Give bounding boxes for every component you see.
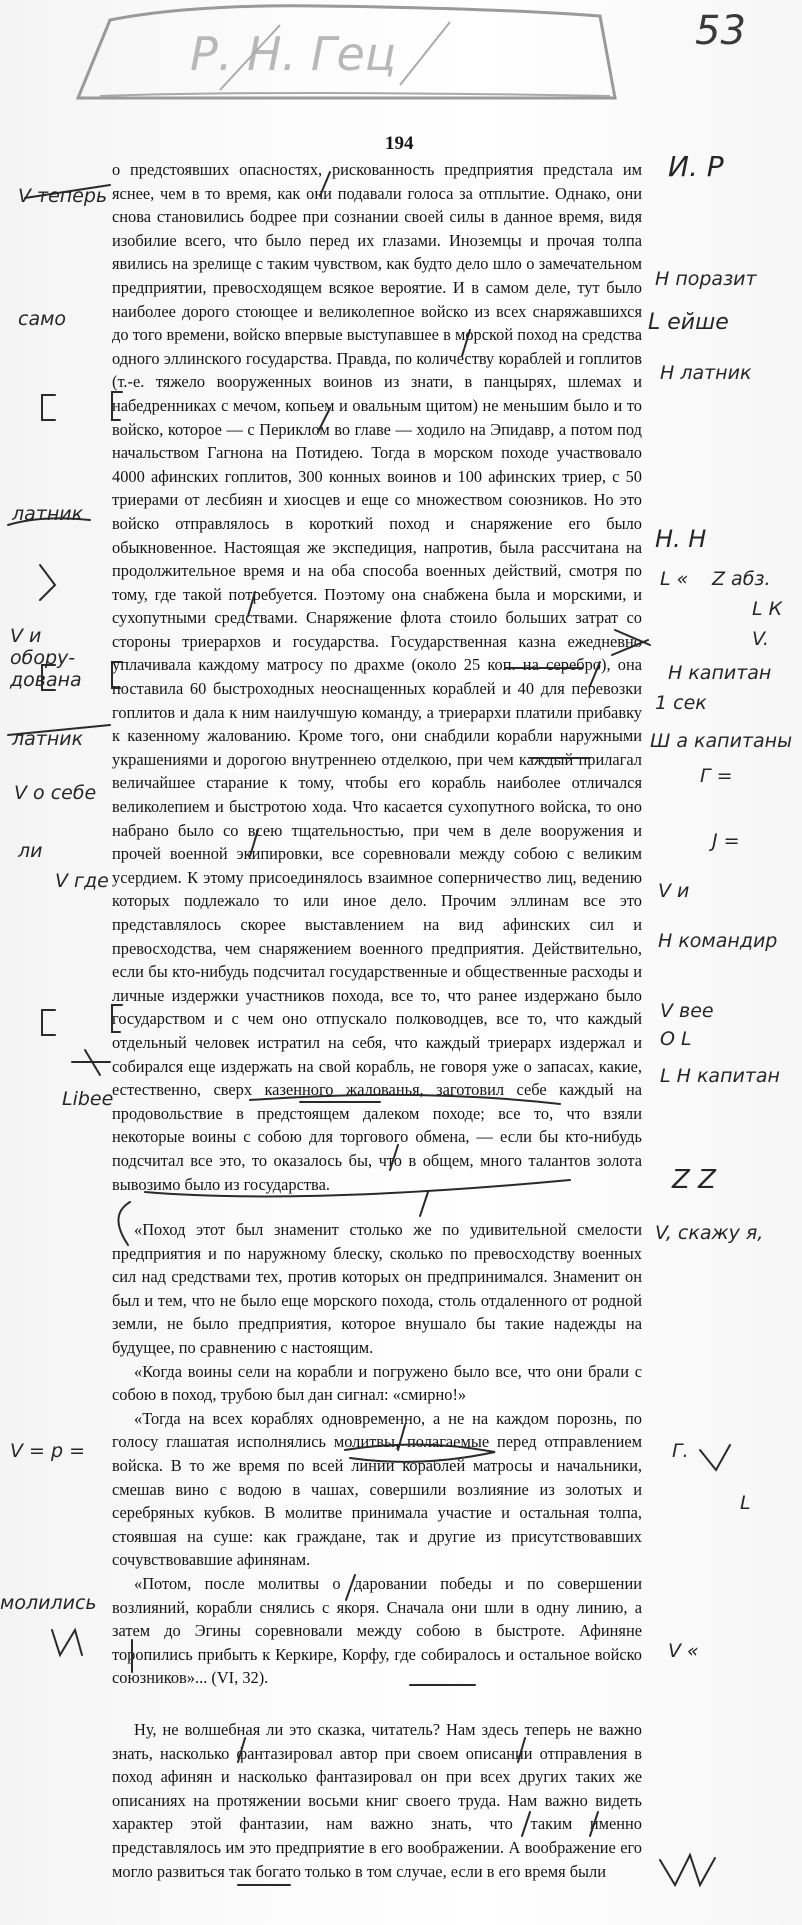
margin-note-right: L ейше xyxy=(648,310,729,335)
text-block-1 xyxy=(112,158,642,1196)
header-sketch xyxy=(70,0,630,105)
hook-mark xyxy=(700,1445,730,1470)
margin-note-right: Н латник xyxy=(660,362,752,384)
margin-note-right: L « xyxy=(660,568,689,590)
folio-mark: 53 xyxy=(695,8,746,54)
margin-note-left: молились xyxy=(0,1592,97,1614)
margin-note-right: O L xyxy=(660,1028,692,1050)
margin-note-right: L К xyxy=(752,598,783,620)
paragraph: «Потом, после молитвы о даровании победы и по совершении возлияний, корабли снялись с якоря. Сначала они шли в одну линию, а затем до Эгины соревновали между собою в быстроте. Афиняне торопились прибыть к Керкире, Корфу, где собиралось и остальное войско союзников»... (VI, 32). xyxy=(112,1573,642,1688)
margin-note-left: Libee xyxy=(62,1088,114,1110)
margin-note-left: V теперь xyxy=(18,185,108,207)
margin-note-right: Ш а капитаны xyxy=(650,730,793,752)
margin-note-right: Н поразит xyxy=(655,268,757,290)
paragraph: «Когда воины сели на корабли и погружено было все, что они брали с собою в поход, трубою был дан сигнал: «смирно!» xyxy=(112,1361,642,1405)
bracket-mark xyxy=(42,395,55,420)
margin-note-right: L Н капитан xyxy=(660,1065,780,1087)
margin-note-right: J = xyxy=(712,830,740,852)
margin-note-left: V и обору-дована xyxy=(10,625,82,691)
page-number: 194 xyxy=(385,133,414,154)
cross-mark xyxy=(72,1050,110,1075)
paragraph: Ну, не волшебная ли это сказка, читатель? Нам здесь теперь не важно знать, насколько фантазировал автор при своем описании отправления в поход афинян и насколько фантазировал он при всех других таких же описаниях на протяжении восьми книг своего труда. Нам важно видеть характер этой фантазии, нам важно знать, что таким именно представлялось им это предприятие в его воображении. А воображение его могло развиться так богато только в том случае, если в его время были xyxy=(112,1720,642,1881)
text-block-2 xyxy=(112,1218,642,1690)
margin-note-left: ли xyxy=(18,840,43,862)
hook-mark xyxy=(52,1630,82,1655)
margin-note-left: V где xyxy=(55,870,109,892)
margin-note-right: Z Z xyxy=(672,1165,716,1195)
margin-note-right: 1 сек xyxy=(655,692,707,714)
margin-note-right: Н капитан xyxy=(668,662,772,684)
margin-note-right: И. Р xyxy=(668,150,724,183)
margin-note-left: само xyxy=(18,308,67,330)
text-block-3 xyxy=(112,1718,642,1883)
paragraph: о предстоявших опасностях, рискованность предприятия предстала им яснее, чем в то время, как они подавали голоса за отплытие. Однако, они снова становились бодрее при сознании своей силы в данное время, видя изобилие всего, что было перед их глазами. Иноземцы и прочая толпа явились на зрелище с таким чувством, как будто дело шло о замечательном предприятии, превосходящем всякое вероятие. И в самом деле, тут было наиболее дорого стоющее и великолепное войско из всех снаряжавшихся до того времени, войско впервые выступавшее в морской поход на средства одного эллинского государства. Правда, по количеству кораблей и гоплитов (т.-е. тяжело вооруженных воинов из знати, в панцырях, шлемах и набедренниках с мечом, копьем и овальным щитом) не меньшим было и то войско, которое — с Периклом во главе — ходило на Эпидавр, а потом под начальством Гагнона на Потидею. Тогда в морском походе участвовало 4000 афинских гоплитов, 300 конных воинов и 100 афинских триер, с 50 триерами от лесбиян и хиосцев и еще со множеством союзников. Но это войско отправлялось в короткий поход и снаряжение его было обыкновенное. Настоящая же экспедиция, напротив, была рассчитана на продолжительное время и на оба способа военных действий, смотря по тому, где такой потребуется. Поэтому она снабжена была и морскими, и сухопутными средствами. Снаряжение флота стоило больших затрат со стороны триерархов и государства. Государственная казна ежедневно уплачивала каждому матросу по драхме (около 25 коп. на серебро), она поставила 60 быстроходных неоснащенных кораблей и 40 для перевозки гоплитов и дала к ним наилучшую команду, а триерархи платили прибавку к казенному жалованию. Кроме того, они снабдили корабли наружными украшениями и дорогою внутреннею отделкою, при чем каждый прилагал величайшее старание к тому, чтобы его корабль наиболее отличался великолепием и быстротою хода. Что касается сухопутного войска, то оно набрано было со всею тщательностью, при чем в деле вооружения и прочей военной экипировки, все соревновали между собою с великим усердием. К этому присоединялось взаимное соперничество лиц, ведению которых подлежало то или иное дело. Прочим эллинам все это представлялось скорее выставлением на вид афинских сил и превосходства, чем снаряжением военного предприятия. Действительно, если бы кто-нибудь подсчитал государственные и общественные расходы и личные издержки участников похода, все то, что ранее издержано было государством и с чем оно отпускало полководцев, все то, что каждый отдельный человек истратил на себя, что каждый триерарх издержал и собирался еще издержать на свой корабль, не говоря уже о запасах, какие, естественно, сверх казенного жалованья, заготовил себе каждый на продовольствие в предстоящем далеком походе; все то, что взяли некоторые воины с собою для торгового обмена, — если бы кто-нибудь подсчитал все это, то оказалось бы, что в общем, много талантов золота вывозимо было из государства. xyxy=(112,160,642,1194)
hook-mark xyxy=(660,1855,715,1885)
svg-text:Р. Н. Гец: Р. Н. Гец xyxy=(190,27,397,81)
margin-note-left: V о себе xyxy=(14,782,97,804)
margin-note-left: V = р = xyxy=(10,1440,86,1462)
margin-note-right: Г = xyxy=(700,765,733,787)
margin-note-right: V « xyxy=(668,1640,699,1662)
paragraph: «Поход этот был знаменит столько же по удивительной смелости предприятия и по наружному блеску, сколько по превосходству военных сил над средствами тех, против которых он предпринимался. Знаменит он был и тем, что не было еще морского похода, столь отдаленного от родной земли, не было предприятия, которое внушало бы такие надежды на будущее, по сравнению с настоящим. xyxy=(112,1220,642,1357)
margin-note-right: Н. Н xyxy=(655,525,707,553)
margin-note-right: V, скажу я, xyxy=(655,1222,764,1244)
margin-note-right: L xyxy=(740,1492,751,1514)
paragraph: «Тогда на всех кораблях одновременно, а не на каждом порознь, по голосу глашатая исполнялись молитвы, полагаемые перед отправлением войска. В то же время по всей линии кораблей матросы и начальники, смешав вино с водою в чашах, совершили возлияние из золотых и серебряных кубков. В молитве принимала участие и остальная толпа, стоявшая на суше: как граждане, так и другие из присутствовавших сочувствовавшие афинянам. xyxy=(112,1408,642,1570)
hook-mark xyxy=(40,565,55,600)
margin-note-left: латник xyxy=(12,728,84,750)
margin-note-right: Z абз. xyxy=(712,568,771,590)
margin-note-right: V вее xyxy=(660,1000,714,1022)
margin-note-left: латник xyxy=(12,503,84,525)
margin-note-right: V. xyxy=(752,628,769,650)
margin-note-right: Н командир xyxy=(658,930,778,952)
margin-note-right: V и xyxy=(658,880,690,902)
margin-note-right: Г. xyxy=(672,1440,689,1462)
bracket-mark xyxy=(42,1010,55,1035)
